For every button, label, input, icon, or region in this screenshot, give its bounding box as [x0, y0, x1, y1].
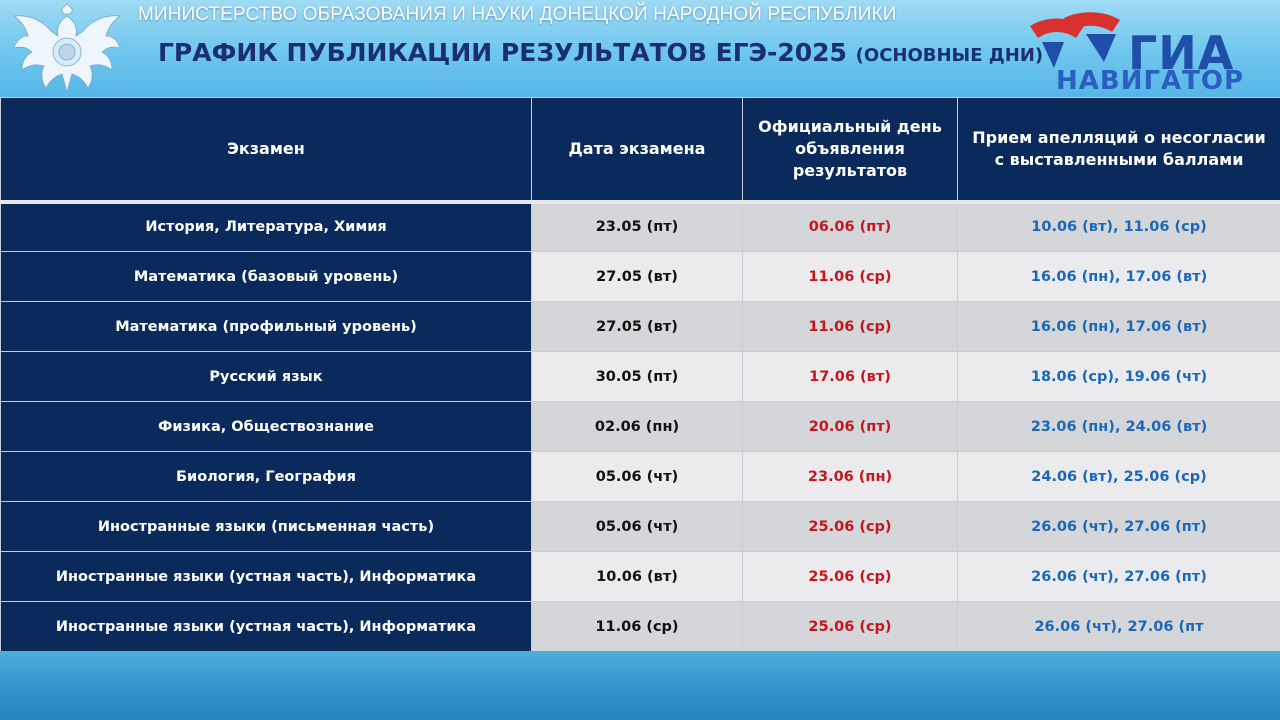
page-header: [0, 0, 1280, 97]
exam-date-cell: 27.05 (вт): [532, 252, 743, 302]
exam-date-cell: 10.06 (вт): [532, 552, 743, 602]
exam-cell: История, Литература, Химия: [1, 202, 532, 252]
appeal-dates-cell: 26.06 (чт), 27.06 (пт: [958, 602, 1280, 652]
appeal-dates-cell: 26.06 (чт), 27.06 (пт): [958, 552, 1280, 602]
result-date-cell: 17.06 (вт): [743, 352, 958, 402]
result-date-cell: 23.06 (пн): [743, 452, 958, 502]
table-row: [1, 352, 1280, 402]
result-date-cell: 06.06 (пт): [743, 202, 958, 252]
table-row: [1, 452, 1280, 502]
column-header-exam: Экзамен: [1, 98, 532, 202]
exam-date-cell: 05.06 (чт): [532, 452, 743, 502]
table-row: [1, 602, 1280, 652]
exam-cell: Иностранные языки (устная часть), Информатика: [1, 602, 532, 652]
column-header-exam-date: Дата экзамена: [532, 98, 743, 202]
table-row: [1, 402, 1280, 452]
result-date-cell: 20.06 (пт): [743, 402, 958, 452]
appeal-dates-cell: 16.06 (пн), 17.06 (вт): [958, 302, 1280, 352]
table-row: [1, 552, 1280, 602]
column-header-result-date: Официальный день объявления результатов: [743, 98, 958, 202]
appeal-dates-cell: 18.06 (ср), 19.06 (чт): [958, 352, 1280, 402]
footer-background: [0, 651, 1280, 720]
exam-date-cell: 23.05 (пт): [532, 202, 743, 252]
eagle-emblem-icon: [8, 2, 126, 96]
table-row: [1, 302, 1280, 352]
result-date-cell: 11.06 (ср): [743, 302, 958, 352]
title-subtitle: (ОСНОВНЫЕ ДНИ): [855, 45, 1044, 66]
result-date-cell: 11.06 (ср): [743, 252, 958, 302]
result-date-cell: 25.06 (ср): [743, 552, 958, 602]
exam-date-cell: 05.06 (чт): [532, 502, 743, 552]
table-row: [1, 252, 1280, 302]
exam-date-cell: 27.05 (вт): [532, 302, 743, 352]
result-date-cell: 25.06 (ср): [743, 502, 958, 552]
page-title: [158, 38, 1043, 67]
exam-date-cell: 02.06 (пн): [532, 402, 743, 452]
exam-cell: Биология, География: [1, 452, 532, 502]
exam-cell: Иностранные языки (устная часть), Информатика: [1, 552, 532, 602]
exam-cell: Физика, Обществознание: [1, 402, 532, 452]
exam-date-cell: 30.05 (пт): [532, 352, 743, 402]
ministry-name: МИНИСТЕРСТВО ОБРАЗОВАНИЯ И НАУКИ ДОНЕЦКОЙ НАРОДНОЙ РЕСПУБЛИКИ: [138, 4, 897, 25]
logo-navigator-text: НАВИГАТОР: [1056, 66, 1245, 96]
appeal-dates-cell: 23.06 (пн), 24.06 (вт): [958, 402, 1280, 452]
exam-cell: Русский язык: [1, 352, 532, 402]
table-row: [1, 502, 1280, 552]
title-main: ГРАФИК ПУБЛИКАЦИИ РЕЗУЛЬТАТОВ ЕГЭ-2025: [158, 38, 847, 67]
appeal-dates-cell: 16.06 (пн), 17.06 (вт): [958, 252, 1280, 302]
results-schedule-table: [0, 97, 1280, 652]
appeal-dates-cell: 26.06 (чт), 27.06 (пт): [958, 502, 1280, 552]
table-row: [1, 202, 1280, 252]
column-header-appeal-dates: Прием апелляций о несогласии с выставленными баллами: [958, 98, 1280, 202]
appeal-dates-cell: 10.06 (вт), 11.06 (ср): [958, 202, 1280, 252]
exam-cell: Иностранные языки (письменная часть): [1, 502, 532, 552]
result-date-cell: 25.06 (ср): [743, 602, 958, 652]
exam-cell: Математика (профильный уровень): [1, 302, 532, 352]
exam-cell: Математика (базовый уровень): [1, 252, 532, 302]
table-header-row: [1, 98, 1280, 202]
logo-gia-text: ГИА: [1128, 26, 1235, 80]
exam-date-cell: 11.06 (ср): [532, 602, 743, 652]
appeal-dates-cell: 24.06 (вт), 25.06 (ср): [958, 452, 1280, 502]
